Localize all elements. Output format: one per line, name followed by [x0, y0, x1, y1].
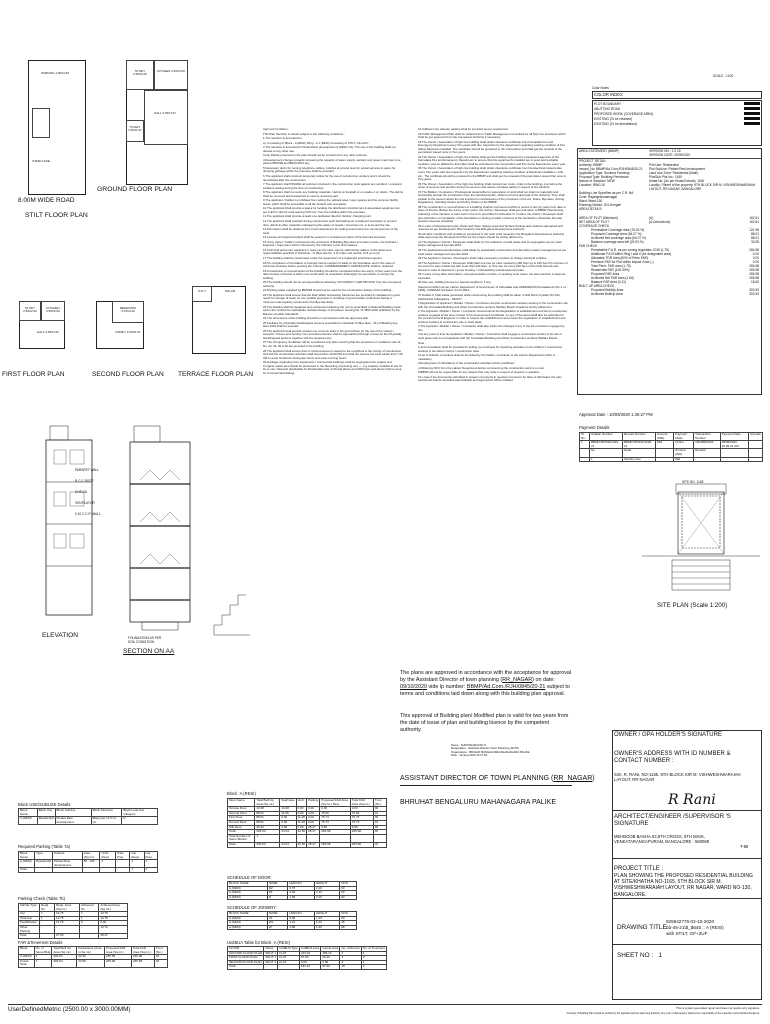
ground-hall-label: HALL 3.35X4.67	[154, 111, 176, 115]
parking-check-title: Parking Check (Table 7b)	[18, 896, 66, 901]
drawing-title-label: DRAWING TITLE :	[617, 924, 671, 931]
color-item: ABUTTING ROAD	[594, 107, 760, 111]
parapet-label: PARAPET WALL	[75, 468, 100, 472]
sanction-note: The plans are approved in accordance with the acceptance for approval by the Assistant Director of town planning (RR_NAGAR) on date: 09/10/2020 vide lp number: BBMP/Ad.Com./RJH/0845/20-21 subject to terms and conditions laid down along with this building plan approval.	[400, 670, 572, 697]
owner-address-label: OWNER'S ADDRESS WITH ID NUMBER & CONTACT NUMBER :	[614, 751, 731, 764]
first-kitchen-label: KITCHEN 2.50X2.00	[46, 306, 60, 314]
owner-signature: R Rani	[668, 792, 716, 808]
stilt-road-label: 8.00M WIDE ROAD	[18, 197, 75, 204]
req-parking-title: Required Parking (Table 7a)	[18, 844, 71, 849]
chejja-label: CHEJJA	[75, 490, 88, 494]
color-index-title: COLOR INDEX	[594, 92, 623, 97]
digital-signature: Name : SURYANARAYAN S Designation : Assistant Director Town Planning (ADTP) Organization : BRUHAT BANGALORE MAHANAGARA PALIKE Date : 10-Sep-2020 13:17:04	[451, 743, 530, 758]
schedule-door-table: BLOCK NAME NAME LENGTH HEIGHT NOS A (RESI) D2 0.76 2.10 03 A (RESI) D1 0.90 2.10 03 A (RESI) D 1.06 2.10 02	[227, 881, 357, 900]
sheet-number: SHEET NO : 1	[617, 952, 662, 959]
architect-label: ARCHITECT/ENGINEER /SUPERVISOR 'S SIGNATURE	[614, 814, 731, 827]
footer-note-1: This is system generated report and does not require any signature.	[676, 1006, 760, 1010]
project-title-text: PLAN SHOWING THE PROPOSED RESIDENTIAL BUILDING AT SITE/KHATHA NO-1165, 5TH BLOCK SIR M. VISHWESHWARAIAH LAYOUT, RR NAGAR, WARD NO-130, BANGALORE.	[614, 873, 753, 898]
far-details-title: FAR &Tenement Details	[18, 940, 63, 945]
approval-conditions-left: Approval Condition : This Plan Sanction is issued subject to the following conditions : 1.The sanction is accorded for. a). Consisting of 'Block - A (RESI) Wing - A 1 (RESI) Consisting of STILT, GF+2UF'. 2.The sanction is accorded for Plotted Resi development A (RESI) only. The use of the building shall not deviate to any other use. 3.Car Parking reserved in the plan should not be converted for any other purpose. 4.Development charges towards increasing the capacity of water supply, sanitary and power main has to be paid to BWSSB and BESCOM if any. 5.Necessary ducts for running telephone cables, cubicles at ground level for postal services & space for dumping garbage within the premises shall be provided. 6.The applicant shall construct temporary toilets for the use of construction workers and it should be demolished after the construction. 7.The applicant shall INSURE all workmen involved in the construction work against any accident / untoward incidents arising during the time of construction. 8.The applicant shall not stock any building materials / debris on footpath or on roads or on drains. The debris shall be removed and transported to near by dumping yard. 9.The applicant / builder is prohibited from selling the setback area / open spaces and the common facility areas, which shall be accessible to all the tenants and occupants. 10.The applicant shall provide a space for locating the distribution transformers & associated equipment as per K.E.R.C (Es.D) code leaving 3.00 mts. from the building within the premises. 11.The applicant shall provide at least one dedicated 'Electric Vehicle' charging point. 12.The applicant shall maintain during construction such barricading as considered necessary to prevent dust, debris & other materials endangering the safety of people / structures etc. in & around the site. 13.Permission shall be obtained from forest department for cutting trees before the commencement of the work. 14.License and approved plans shall be posted in a conspicuous place of the licensed premises. 15.If any owner / builder contravenes the provisions of Building Bye-laws and rules in force, the Architect / Engineer / Supervisor will be informed by the Authority in the first instance. 16.Technical personnel, applicant or owner as the case may be shall strictly adhere to the duties and responsibilities specified in Schedule - IV (Bye-law No. 3.6) under sub section IV-8 (e) to (k). 17.The building shall be constructed under the supervision of a registered structural engineer. 18.On completion of foundation or footings before erection of walls on the foundation and in the case of columnar structure before erecting the columns 'COMMENCEMENT CERTIFICATE' shall be obtained. 19.Construction or reconstruction of the building should be completed before the expiry of five years from the date of issue of license & within one month after its completion shall apply for permission to occupy the building. 20.The building should not be occupied without obtaining 'OCCUPANCY CERTIFICATE' from the competent authority. 21.Drinking water supplied by BWSSB should not be used for the construction activity of the building. 22.The applicant shall ensure that the Rain Water Harvesting Structures are provided & maintained in good repair for storage of water for non potable purposes or recharge of ground water at all times having a minimum total capacity mentioned in the Bye-law 32(a). 23.The building shall be designed and constructed adopting the norms prescribed in National Building Code and in the 'Criteria for earthquake resistant design of structures' bearing No. IS 1893-2002 published by the Bureau of Indian Standards. 24.The dimensions of the building should be in accordance with the approved plan. 25.Facilities for physically handicapped persons prescribed in schedule XI (Bye laws - 31) of Building bye-laws 2003 shall be ensured. 26.The applicant shall provide at least one common toilet in the ground floor for the use of the visitors / servants / drivers and security men and also entrance shall be approached through a ramp for the Physically Handicapped persons together with the stepped entry. 27.The Occupancy Certificate will be considered only after ensuring that the provisions of conditions vide Sl. No. 23, 24, 25 & 26 are provided in the building. 28.The applicant shall ensure that no inconvenience is caused to the neighbors in the vicinity of construction and that the construction activities shall stop before 10.00 PM and shall not resume the work earlier than 7.00 AM to avoid hindrance during late hours and early morning hours. 29.Garbage originating from Apartments / Commercial buildings shall be segregated into organic and inorganic waste and should be processed in the Recycling processing unit ---- k.g capacity installed at site for its re-use / disposal (Applicable for Residential units of 20 and above and 2000 Sqm and above built up area for Commercial building).	[263, 128, 403, 375]
validity-note: This approval of Building plan/ Modified plan is valid for two years from the date of issue of plan and building licence by the competent authority.	[400, 713, 569, 733]
elevation-title: ELEVATION	[42, 632, 79, 639]
site-plan	[642, 480, 760, 600]
ground-study-label: STUDY 2.50X2.00	[133, 69, 147, 77]
version-date: VERSION DATE: 26/09/2020	[649, 153, 691, 157]
owner-signature-label: OWNER / GPA HOLDER'S SIGNATURE	[614, 732, 722, 738]
schedule-door-title: SCHEDULE OF DOOR:	[227, 875, 272, 880]
project-title-label: PROJECT TITLE :	[614, 866, 664, 872]
approval-conditions-right: 31.Sufficient two wheeler parking shall be provided as per requirement. 32.Traffic Management Plan shall be obtained from Traffic Management Consultant for all high rise structures which shall be got approved from the Competent Authority if necessary. 33.The Owner / Association of high-rise building shall obtain clearance certificate from Karnataka Fire and Emergency Department every Two years with due inspection by the department regarding working condition of Fire Safety Measures installed. The certificate should be produced to the Corporation and shall get the renewal of the permission issued once in Two years. 34.The Owner / Association of high-rise building shall get the building inspected by empaneled agencies of the Karnataka Fire and Emergency Department to ensure that the equipment's installed are in good and workable condition, and an affidavit to that effect shall be submitted to the Corporation and Fire Force Department every year. 35.The Owner / Association of high-rise building shall obtain clearance certificate from the Electrical Inspectorate every Two years with due inspection by the Department regarding working condition of Electrical installation / Lifts etc., The certificate should be produced to the BBMP and shall get the renewal of the permission issued that once in Two years. 36.The Owner / Association of the high-rise building shall conduct two mock - trials in the building, one before the onset of summer and another during the summer and assure complete safety in respect of fire hazards. 37.The Builder / Contractor / Professional responsible for supervision of work shall not shall not materially and structurally deviate the construction from the sanctioned plan, without previous approval of the authority. They shall explain to the owner's about the risk involved in contravention of the provisions of the Act, Rules, Bye-laws, Zoning Regulations, Standing Orders and Policy Orders of the BBMP. 38.The construction or reconstruction of a building shall be commenced within a period of two (2) years from date of issue of licence. Before the expiry of two years, the Owner / Developer shall give intimation to BBMP (Sanctioning Authority) of the intention to start work in the form prescribed in Schedule VI. Further, the Owner / Developer shall give intimation on completion of the foundation or footing of walls / columns of the foundation. Otherwise the plan sanction deemed cancelled. 39.In case of Development plan, Parks and Open Spaces area and Surface Parking area shall be earmarked and reserved as per Development Plan issued by the Bangalore Development Authority. 40.All other conditions and conditions mentioned in the work order issued by the Bangalore Development Authority while approving the Development Plan for the project should be strictly adhered to. 41.The Applicant / Owner / Developer shall abide by the collection of solid waste and its segregation as per solid waste management bye-law 2016. 42.The applicant/owner/developer shall abide by sustainable construction and demolition waste management as per solid waste management bye-law 2016. 43.The Applicant / Owners / Developers shall make necessary provision to charge electrical vehicles. 44.The Applicant / Owner / Developer shall plant one tree for sites measuring 180 Sqm up to 240 Sqm b) minimum of two trees for sites measuring with more than 240 Sqm. c) One tree for every 240 Sqm of the FAR area as part thereof in case of Apartment / group housing / multi-dwelling unit/development plan. 45.In case of any false information, misrepresentation of facts, or pending court cases, the plan sanction is deemed cancelled. 46.Also see, building licence for special conditions, if any. Special Condition as per Labour Department of Government of Karnataka vide ADDENDUM (Karnataka Act No.1 of 1996), LD/95/LET/13 dated: 01-04-2013 : 47.Details of C&D waste generated while constructing the building shall be taken to NIE Rock Crystals NO.13A CHIKKAJALA Bangalore - 562157. 1.Registration of Applicant / Builder / Owner / Contractor and the construction workers working in the construction site with the 'Karnataka Building and Other Construction workers Welfare Board' should be strictly adhered to. 2.The Applicant / Builder / Owner / Contractor should submit the Registration of establishment and list of construction workers engaged at the time of issue of Commencement Certificate. A copy of the same shall also be submitted to the concerned local Engineer in order to inspect the establishment and ensure the registration of establishment and workers working at construction site or work place. 3.The Applicant / Builder / Owner / Contractor shall also inform the changes if any of the list of workers engaged by him. 4.At any point of time No Applicant / Builder / Owner / Contractor shall engage a construction worker in his site or work place who is not registered with the 'Karnataka Building and Other Construction workers Welfare Board'. Note : 1.Accommodation shall be provided for setting up of schools for imparting education to the children f construction workers in the labour camps / construction sites. 2.List of children of workers shall be furnished by the builder / contractor to the Labour Department which is mandatory. 3.Employment of child labour in the construction activities strictly prohibited. 4.Obtaining NOC from the Labour Department before commencing the construction work is a must. 5.BBMP will not be responsible for any dispute that may arise in respect of property in question. 6.In case if the documents submitted in respect of property in question is found to be false or fabricated, the plan sanctioned stands cancelled automatically and legal action will be initiated.	[418, 128, 568, 383]
section-title: SECTION ON AA	[123, 648, 175, 655]
stilt-staircase-label: STAIR CASE	[32, 159, 50, 163]
stair-detail	[212, 540, 252, 640]
roof-label: R.C.C ROOF	[75, 479, 94, 483]
wall-label: 0.10 C.C.P. WALL	[75, 512, 101, 516]
first-study-label: STUDY 2.50X2.00	[23, 306, 37, 314]
drawing-title-text: 925842776-02-10-2020 04-45-21\$_$645 :: A (RESI) with STILT, GF+2UF	[666, 919, 724, 936]
ventilator-label: VENTILATOR	[75, 501, 95, 505]
second-bedroom-label: BEDROOM 4.70X3.40	[120, 306, 136, 314]
site-number: SITE NO. 1165	[682, 480, 704, 484]
payment-table: Sr No. Challan Number Receipt Number Amount (INR) Payment Mode Transaction Number Payment Date Remark 1 BBMP/18794/CH/20-21 BBMP/18794/CH/20-21 894 Online 10445800163 08/09/2020 10:09:31 AM No. Head Amount (INR) Remark 1 Scrutiny Fee 894 -	[581, 432, 761, 461]
terrace-plan-title: TERRACE FLOOR PLAN	[178, 371, 254, 378]
color-notes-title: Color Notes	[592, 86, 609, 90]
foundation-note: FOUNDATION AS PER SOIL CONDITION	[128, 636, 162, 644]
first-floor-plan	[15, 295, 67, 355]
footer-metric: UserDefinedMetric (2500.00 x 3000.00MM)	[8, 1006, 131, 1013]
terrace-floor-plan	[188, 280, 250, 360]
area-details: AREA OF PLOT (Minimum) (A) 162.61 NET AREA OF PLOT (A-Deductions) 162.61 COVERAGE CHECK Permissible Coverage area (75.00 %) 121.96 Proposed Coverage Area (54.07 %) 88.01 Achieved Net coverage area (54.07 %) 88.01 Balance coverage area left (20.93 %) 33.95 FAR CHECK Permissible F.A.R. as per zoning regulation 2015 (1.75) 284.58 Additional F.A.R within Ring I and II (for designated area) 0.00 Allowable TDR Area (60% of Perm.FAR) 0.00 Premium FAR for Plot within Impact Zone (-) 0.00 Total Perm. FAR area (1.75) 284.58 Residential FAR (100.00%) 265.98 Proposed FAR Area 265.98 Achieved Net FAR Area (1.64) 265.98 Balance FAR Area (0.11) 18.60 BUILT UP AREA CHECK Proposed BuiltUp Area 303.53 Achieved BuiltUp Area 303.53	[579, 216, 759, 296]
first-plan-title: FIRST FLOOR PLAN	[2, 371, 65, 378]
ground-kitchen-label: KITCHEN 2.50X2.00	[157, 69, 185, 73]
color-notes	[592, 86, 762, 148]
schedule-joinery-table: BLOCK NAME NAME LENGTH HEIGHT NOS A (RESI) V1 0.90 1.20 03 A (RESI) W1 1.21 1.20 15 A (RESI) W 1.80 1.20 08	[227, 911, 357, 930]
stilt-floor-plan	[20, 50, 95, 200]
ground-floor-plan	[120, 50, 200, 190]
block-usesubuse-table: Block Name Block Use Block SubUse Block Structure Block Land Use Category A (RESI) Residential Plotted Resi development Bldg upto 11.5 mt. Ht. R	[18, 808, 158, 825]
color-item: EXISTING (To be retained)	[594, 117, 760, 121]
section-labels	[75, 465, 125, 520]
color-item: PROPOSED WORK (COVERAGE AREA)	[594, 112, 760, 116]
elevation-drawing	[40, 420, 100, 620]
scale-label: SCALE 1:100	[713, 74, 734, 78]
title-block	[612, 730, 762, 1000]
block-usesubuse-title: Block USE/SUBUSE Details	[18, 802, 71, 807]
stilt-plan-title: STILT FLOOR PLAN	[25, 212, 88, 219]
unitbua-table: FLOOR Name UnitBUA Type UnitBUA Area Carpet Area No. of Rooms No. of Tenement GROUND FLOOR PLAN SPLIT 1 FLAT 223.02 159.16 4 1 FIRST FLOOR PLAN SPLIT 1 FLAT 57.00 29.26 4 0 SECOND FLOOR PLAN SPLIT 1 FLAT 0.00 0.00 4 1 Total: - - 181.24 57.00 15 2	[229, 946, 385, 969]
terrace-solar-label: SOLAR	[224, 289, 236, 293]
stilt-parking-label: PARKING 4.30X4.30	[41, 71, 69, 75]
far-details-table: Block No. of Same Bldg Total Built Up Area (Sq.mt.) Deductions (Area in Sq.mt.) Proposed FAR Area (Sq.mt.) Total FAR Area (Sq.mt.) Tnmt (No.) A (RESI) 1 303.53 22.56 265.98 265.98 02 Grand Total : 1 303.53 22.56 265.98 265.98 02	[18, 946, 168, 968]
project-detail: PROJECT DETAIL: Authority: BBMP Plot Use: Residential Inward_No: BBMP/Ad.Com./RJH/0845/20-21 Plot SubUse: Plotted Resi development Application Type: Suvarna Parvangi Land Use Zone: Residential (Main) Proposal Type: Building Permission Plot/Sub Plot No.: 1165 Nature of Sanction: NEW Khata No. (As per Khata Extract): 1165 Location: RING-III Locality / Street of the property: 5TH BLOCK SIR M. VISHWESHWARAIAH LAYOUT, RR NAGAR, BANGALORE Building Line Specified as per Z.R: NA Zone: Rajarajeshwarinagar Ward: Ward-130 Planning District: 301-Kengeri AREA DETAILS:	[579, 159, 756, 211]
second-floor-plan	[92, 295, 147, 355]
req-parking-table: Block Name Type SubUse Area (Sq.mt.) Units Reqd. Units Prop. Car Reqd. Car Prop. A (RESI) Residential Plotted Resi development 50 - 225 1 - 1 1 Total : - - 1 1	[18, 851, 158, 873]
architect-license: T-86	[740, 844, 749, 849]
second-family-label: FAMILY 3.50X2.97	[115, 330, 141, 334]
unitbua-title: UnitBUA Table for Block :A (RESI)	[227, 940, 290, 945]
site-plan-title: SITE PLAN (Scale 1:200)	[657, 602, 728, 609]
section-drawing	[120, 420, 205, 635]
block-a-title: Block :A (RESI)	[227, 791, 256, 796]
second-plan-title: SECOND FLOOR PLAN	[92, 371, 164, 378]
color-item: PLOT BOUNDARY	[594, 102, 760, 106]
adtp-title: ASSISTANT DIRECTOR OF TOWN PLANNING (RR_NAGAR)	[400, 775, 595, 782]
bbmp-org: BHRUHAT BENGALURU MAHANAGARA PALIKE	[400, 799, 556, 806]
block-a-table: Floor Name Total Built Up Area (Sq.mt.) StairCase Void Parking Proposed FAR Area (Sq.mt.) Resi. Total FAR Area (Sq.mt.) Tnmt (No.) Terrace Floor 13.28 13.28 0.00 0.00 0.00 0.00 00 Second Floor 88.01 11.05 0.00 0.00 76.96 76.96 01 First Floor 88.01 0.00 11.28 0.00 76.73 76.73 00 Ground Floor 88.01 0.00 11.28 0.00 76.73 76.73 01 Stilt Floor 26.22 0.00 0.00 28.47 9.56 9.56 00 Total: 303.53 24.33 22.56 28.47 265.98 265.98 02 Total Number of Same Blocks : 1 Total : 303.53 24.33 22.56 28.47 265.98 265.98 02	[227, 798, 387, 848]
parking-check-table: Vehicle Type Reqd. No. Reqd. Area (Sq.mt.) Achieved No. Achieved Area (Sq.mt.) Car 1 13.75 1 13.75 Total Car 1 13.75 1 13.75 TwoWheeler - 13.75 0 0.00 Other Parking - - - 14.72 Total 27.50 28.47	[18, 903, 128, 939]
first-hall-label: HALL 3.35X4.67	[37, 330, 59, 334]
ground-plan-title: GROUND FLOOR PLAN	[97, 186, 173, 193]
approval-date: Approval Date : 10/09/2020 1:36:27 PM	[579, 412, 653, 417]
terrace-odt-label: O.D.T	[198, 289, 206, 293]
ground-toilet-label: TOILET 1.50X1.97	[128, 125, 142, 133]
owner-address: Smt. R. RANI. NO-1165, 5TH BLOCK SIR M. VISHWESHWARAIAH LAYOUT, RR NAGAR	[614, 772, 741, 783]
architect-address: MEHBOOB BASHA.03,8TH CROSS, 5TH MAIN, VENKATARANGAPURAM, BANGALORE - 560088	[614, 834, 710, 845]
footer-note-2: Accuracy of Building Plan should be verified by the applicant and the approving authority. Any error or discrepancy shall be the responsibility of the respective owner/architect/engineer.	[566, 1012, 760, 1015]
payment-title: Payment Details	[579, 425, 610, 430]
schedule-joinery-title: SCHEDULE OF JOINERY:	[227, 905, 277, 910]
area-statement-header: AREA STATEMENT (BBMP) VERSION NO.: 1.0.16	[579, 149, 681, 153]
color-item: EXISTING (To be demolished)	[594, 122, 760, 126]
